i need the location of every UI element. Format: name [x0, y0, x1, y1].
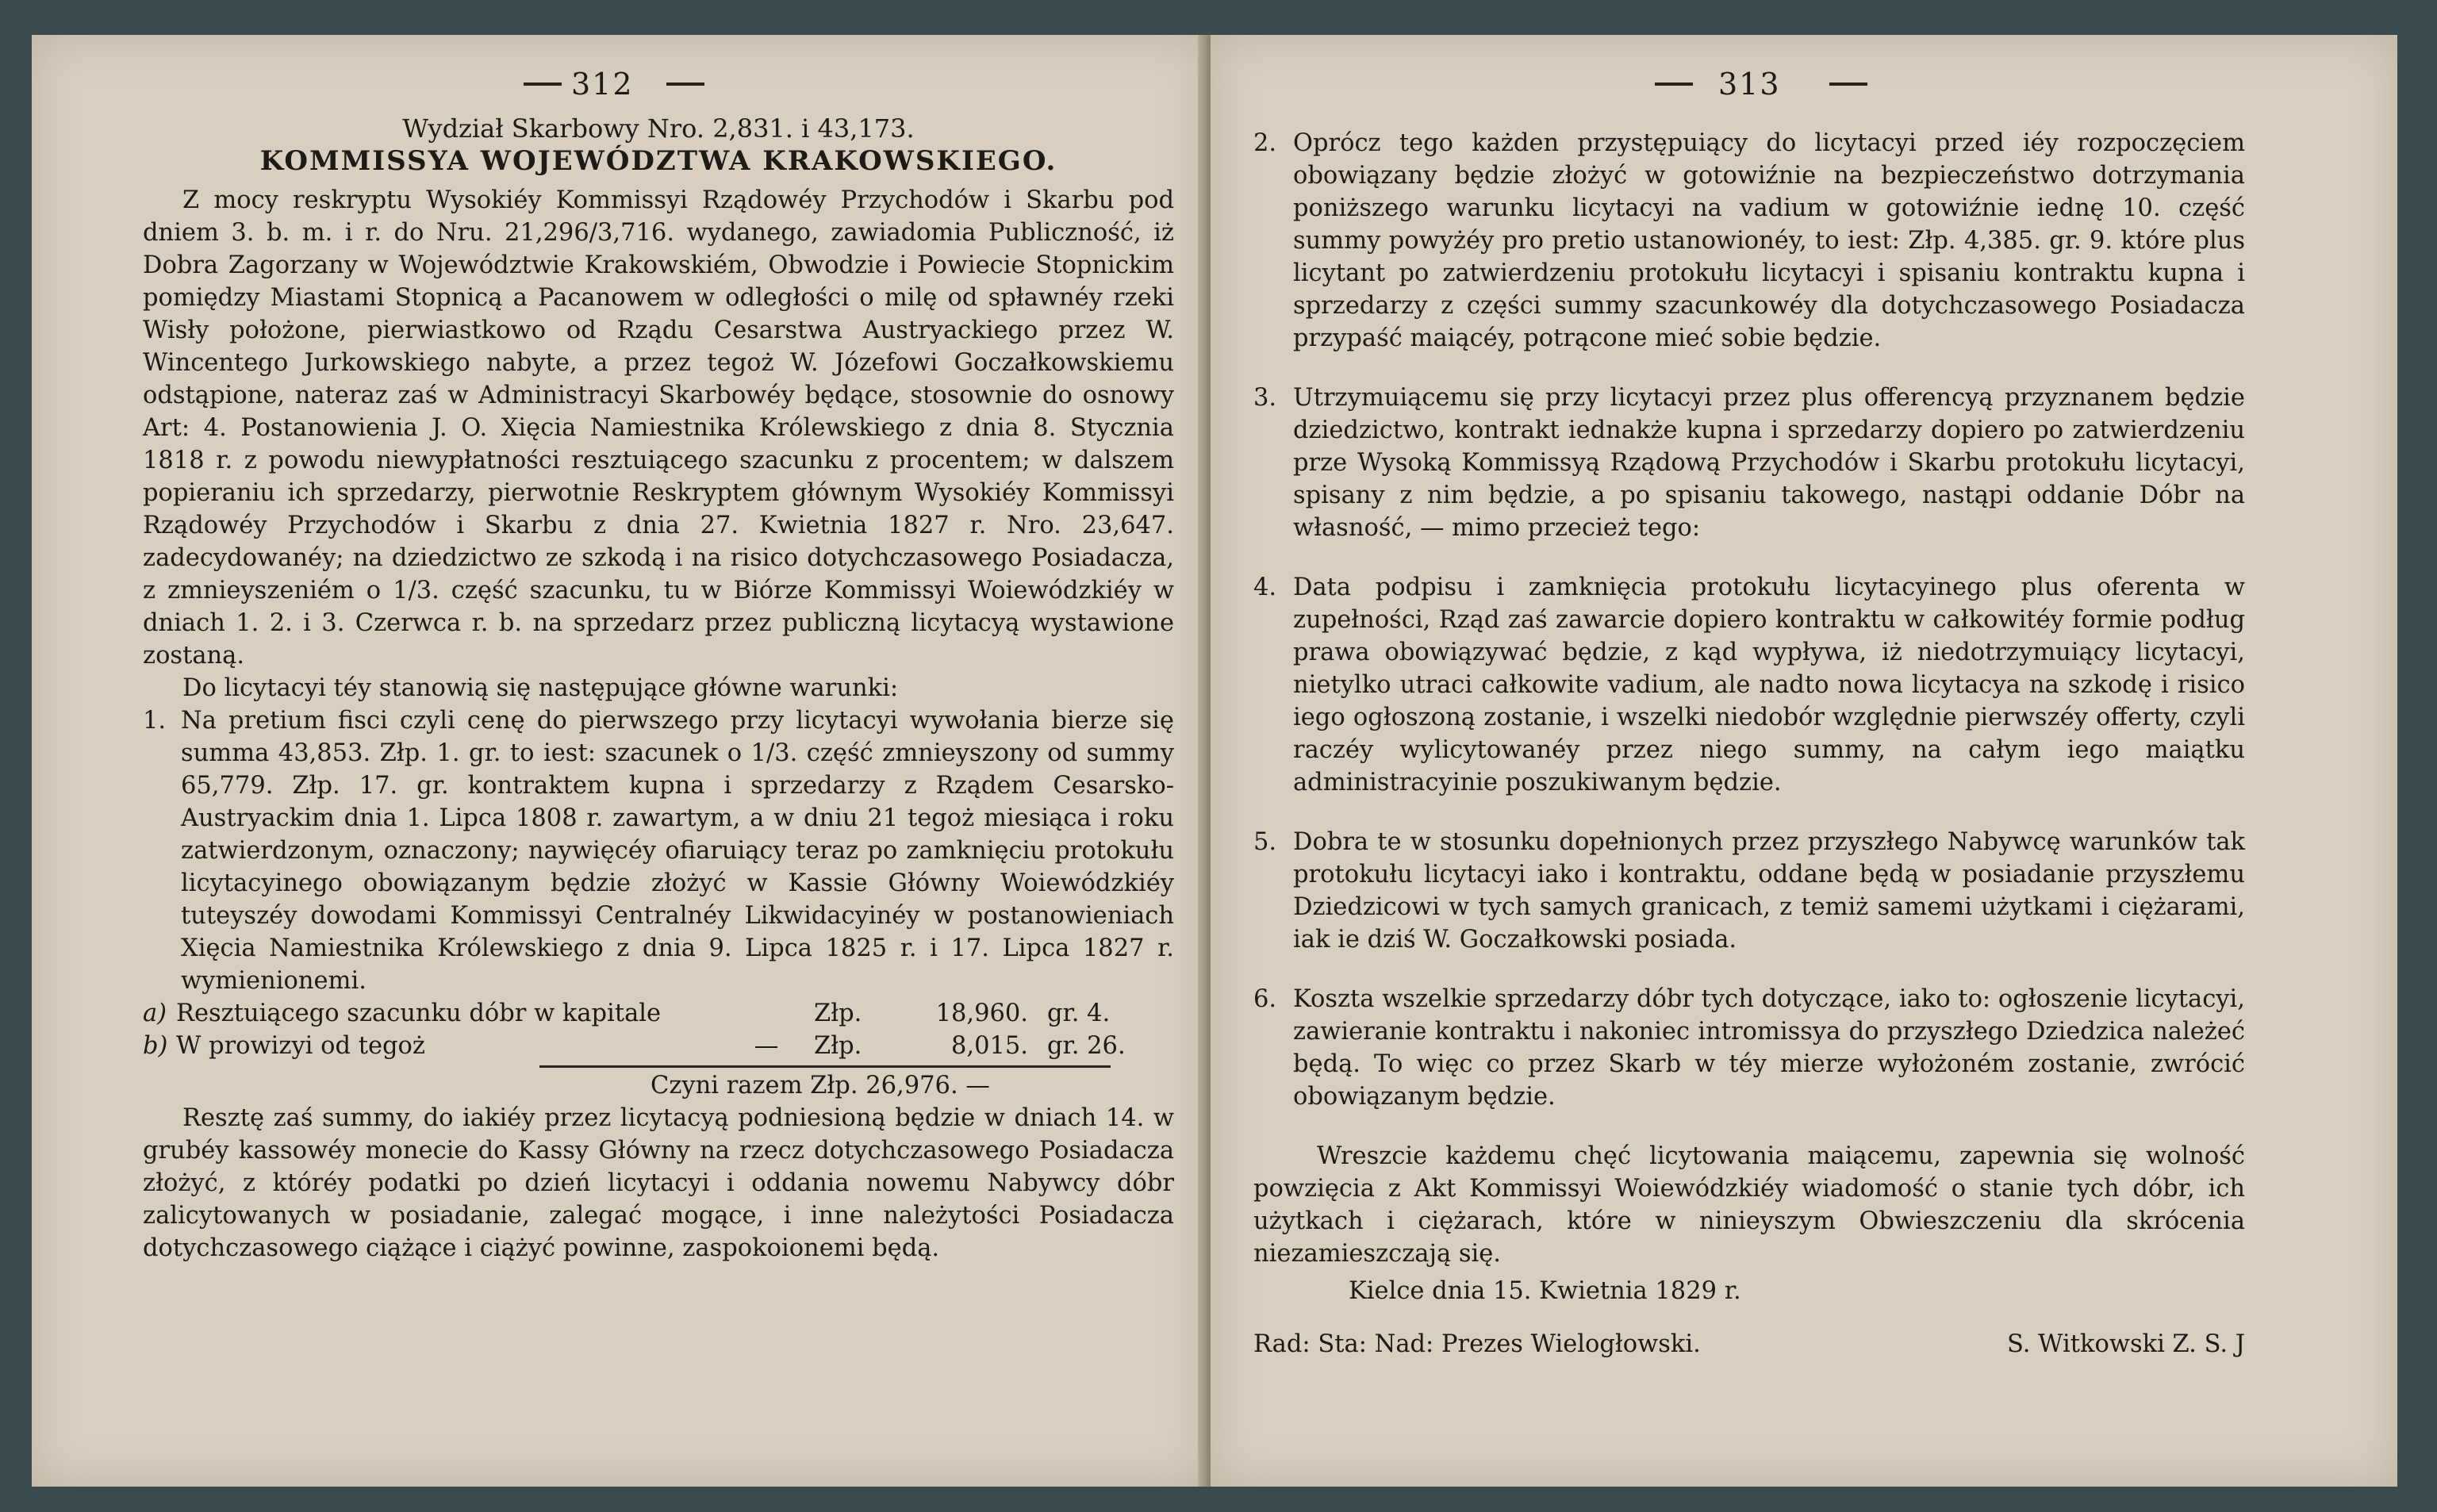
department-header: Wydział Skarbowy Nro. 2,831. i 43,173.: [402, 113, 915, 144]
item-text: Dobra te w stosunku dopełnionych przez przyszłego Nabywcę warunków tak protokułu licytacyi iako i kontraktu, oddane będą w posiadanie przyszłemu Dziedzicowi w tych samych granicach, z temiż samemi użytkami i ciężarami, iak ie dziś W. Goczałkowski posiada.: [1293, 828, 2245, 954]
commission-title: KOMMISSYA WOJEWÓDZTWA KRAKOWSKIEGO.: [259, 145, 1057, 177]
closing-paragraph: Wreszcie każdemu chęć licytowania maiącemu, zapewnia się wolność powzięcia z Akt Kommissyi Woiewódzkiéy wiadomość o stanie tych dóbr, ich użytkach i ciężarach, które w ninieyszym Obwieszczeniu dla skrócenia niezamieszczają się.: [1253, 1142, 2245, 1268]
signature-left: Rad: Sta: Nad: Prezes Wielogłowski.: [1253, 1330, 1701, 1358]
sum-description: W prowizyi od tegoż: [176, 1032, 425, 1060]
sum-label: a): [143, 1000, 167, 1027]
item-text: Koszta wszelkie sprzedarzy dóbr tych dotyczące, iako to: ogłoszenie licytacyi, zawieranie kontraktu i nakoniec intromissya do przyszłego Dziedzica należeć będą. To więc co przez Skarb w téy mierze wyłożoném zostanie, zwrócić obowiązanym będzie.: [1293, 985, 2245, 1111]
page-number-dash: [666, 83, 704, 86]
item-number: 3.: [1253, 384, 1277, 412]
sum-amount: 18,960.: [935, 1000, 1028, 1027]
page-number-dash: [1655, 83, 1693, 86]
condition-item-3: [1253, 382, 2245, 544]
left-page-text: [143, 113, 1174, 1264]
signature-line: [1253, 1328, 2245, 1360]
sum-groszy: gr. 4.: [1047, 1000, 1111, 1027]
condition-item-2: [1253, 127, 2245, 355]
item-text: Data podpisu i zamknięcia protokułu licytacyinego plus oferenta w zupełności, Rząd zaś zawarcie dopiero kontraktu w całkowitéy formie podług prawa obowiązywać będzie, z kąd wypływa, iż niedotrzymuiący licytacyi, nietylko utraci całkowite vadium, ale nadto nowa licytacya na szkodę i risico iego ogłoszoną zostanie, i wszelki niedobór względnie pierwszéy offerty, czyli raczéy wylicytowanéy przez niego summy, na całym iego maiątku administracyinie poszukiwanym będzie.: [1293, 574, 2245, 796]
right-page-text: [1253, 127, 2245, 1360]
item-number: 4.: [1253, 574, 1277, 601]
total-rule: [539, 1065, 1111, 1068]
intro-paragraph: Z mocy reskryptu Wysokiéy Kommissyi Rządowéy Przychodów i Skarbu pod dniem 3. b. m. i r. do Nru. 21,296/3,716. wydanego, zawiadomia Publiczność, iż Dobra Zagorzany w Województwie Krakowskiém, Obwodzie i Powiecie Stopnickim pomiędzy Miastami Stopnicą a Pacanowem w odległości o milę od spławnéy rzeki Wisły położone, pierwiastkowo od Rządu Cesarstwa Austryackiego przez W. Wincentego Jurkowskiego nabyte, a przez tegoż W. Józefowi Goczałkowskiemu odstąpione, nateraz zaś w Administracyi Skarbowéy będące, stosownie do osnowy Art: 4. Postanowienia J. O. Xięcia Namiestnika Królewskiego z dnia 8. Stycznia 1818 r. z powodu niewypłatności resztuiącego szacunku z procentem; w dalszem popieraniu ich sprzedarzy, pierwotnie Reskryptem głównym Wysokiéy Kommissyi Rządowéy Przychodów i Skarbu z dnia 27. Kwietnia 1827 r. Nro. 23,647. zadecydowanéy; na dziedzictwo ze szkodą i na risico dotychczasowego Posiadacza, z zmnieyszeniém o 1/3. część szacunku, tu w Biórze Kommissyi Woiewódzkiéy w dniach 1. 2. i 3. Czerwca r. b. na sprzedarz przez publiczną licytacyą wystawione zostaną.: [143, 186, 1174, 670]
date-line: Kielce dnia 15. Kwietnia 1829 r.: [1349, 1277, 1741, 1305]
item-number: 6.: [1253, 985, 1277, 1013]
page-number-dash: [524, 83, 562, 86]
sum-dash: —: [754, 1032, 779, 1060]
item-text: Oprócz tego każden przystępuiący do licytacyi przed iéy rozpoczęciem obowiązany będzie złożyć w gotowiźnie na bezpieczeństwo dotrzymania poniższego warunku licytacyi na vadium w gotowiźnie iednę 10. część summy powyżéy pro pretio ustanowionéy, to iest: Złp. 4,385. gr. 9. które plus licytant po zatwierdzeniu protokułu licytacyi i spisaniu kontraktu kupna i sprzedarzy z części summy szacunkowéy dla dotychczasowego Posiadacza przypaść maiącéy, potrącone mieć sobie będzie.: [1293, 129, 2245, 352]
sum-description: Resztuiącego szacunku dóbr w kapitale: [176, 1000, 662, 1027]
item-number: 1.: [143, 707, 167, 735]
item-number: 2.: [1253, 129, 1277, 157]
signature-right: S. Witkowski Z. S. J: [2006, 1330, 2245, 1358]
sum-groszy: gr. 26.: [1047, 1032, 1126, 1060]
item-number: 5.: [1253, 828, 1277, 856]
sum-currency: Złp.: [814, 1032, 862, 1060]
sum-currency: Złp.: [814, 1000, 862, 1027]
page-number-dash: [1829, 83, 1867, 86]
condition-item-6: [1253, 983, 2245, 1113]
condition-item-5: [1253, 826, 2245, 956]
item-text: Na pretium fisci czyli cenę do pierwszego przy licytacyi wywołania bierze się summa 43,853. Złp. 1. gr. to iest: szacunek o 1/3. część zmnieyszony od summy 65,779. Złp. 17. gr. kontraktem kupna i sprzedarzy z Rządem Cesarsko-Austryackim dnia 1. Lipca 1808 r. zawartym, a w dniu 21 tegoż miesiąca i roku zatwierdzonym, oznaczony; naywięcéy ofiaruiący teraz po zamknięciu protokułu licytacyinego obowiązanym będzie złożyć w Kassie Główny Woiewódzkiéy tuteyszéy dowodami Kommissyi Centralnéy Likwidacyinéy w postanowieniach Xięcia Namiestnika Królewskiego z dnia 9. Lipca 1825 r. i 17. Lipca 1827 r. wymienionemi.: [181, 707, 1174, 995]
condition-item-4: [1253, 571, 2245, 799]
condition-item-1: [143, 704, 1174, 997]
page-number: 313: [1718, 67, 1781, 102]
sum-row-b: [143, 1030, 1174, 1062]
closing-paragraph: Resztę zaś summy, do iakiéy przez licytacyą podniesioną będzie w dniach 14. w grubéy kassowéy monecie do Kassy Główny na rzecz dotychczasowego Posiadacza złożyć, z któréy podatki po dzień licytacyi i oddania nowemu Nabywcy dóbr zalicytowanych w posiadanie, zalegać mogące, i inne należytości Posiadacza dotychczasowego ciążące i ciążyć powinne, zaspokoionemi będą.: [143, 1104, 1174, 1262]
sum-label: b): [143, 1032, 168, 1060]
total-line: Czyni razem Złp. 26,976. —: [651, 1072, 990, 1099]
sum-row-a: [143, 997, 1174, 1030]
sum-amount: 8,015.: [950, 1032, 1028, 1060]
page-number: 312: [571, 67, 634, 102]
conditions-intro: Do licytacyi téy stanowią się następujące główne warunki:: [182, 674, 899, 702]
item-text: Utrzymuiącemu się przy licytacyi przez plus offerencyą przyznanem będzie dziedzictwo, kontrakt iednakże kupna i sprzedarzy dopiero po zatwierdzeniu prze Wysoką Kommissyą Rządową Przychodów i Skarbu protokułu licytacyi, spisany z nim będzie, a po spisaniu takowego, nastąpi oddanie Dóbr na własność, — mimo przecież tego:: [1293, 384, 2245, 542]
